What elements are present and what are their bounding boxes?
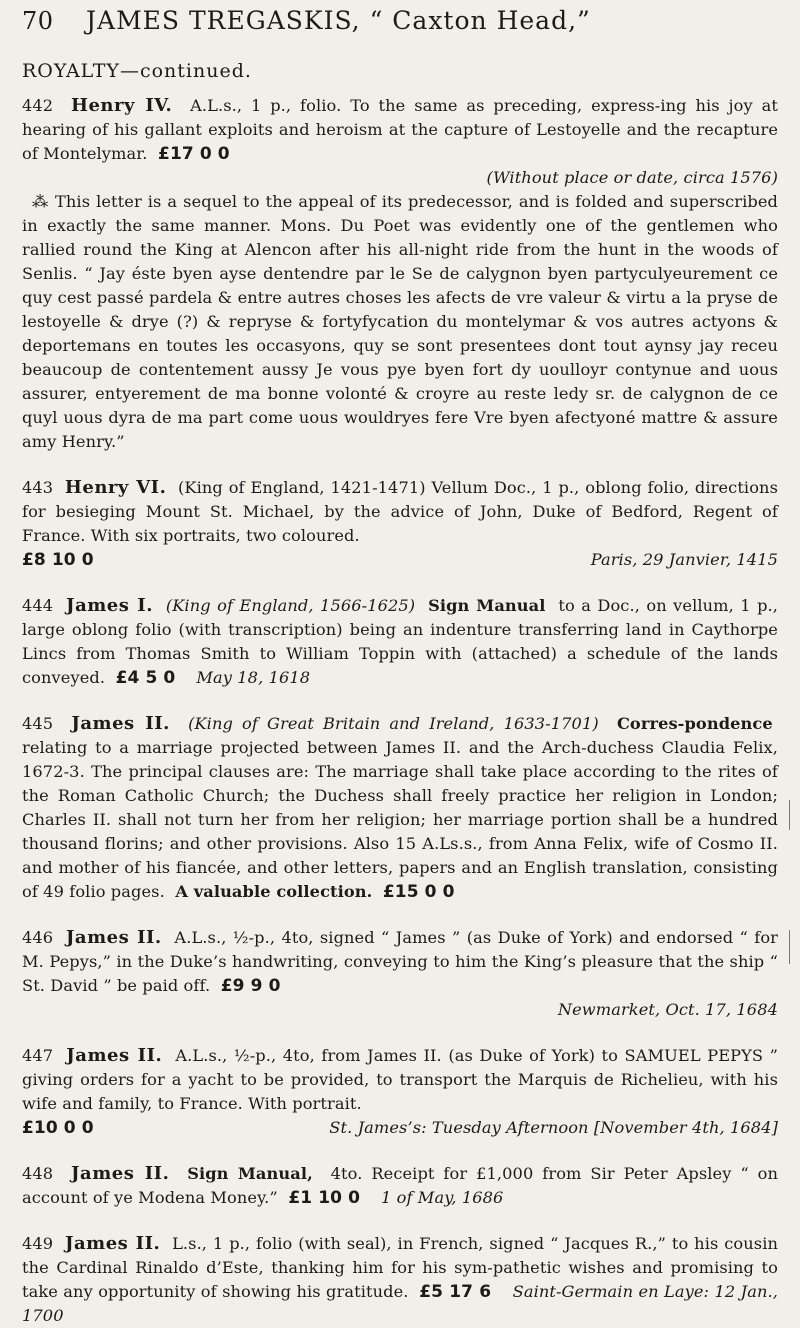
lot-description: A.L.s., 1 p., folio. To the same as preceding, express-ing his joy at hearing of his gallant exploits and heroism at the capture of Lestoyelle and the recapture of Montelymar. bbox=[22, 96, 778, 163]
lot-448 bbox=[22, 1162, 778, 1210]
section-heading: ROYALTY—continued. bbox=[22, 60, 252, 82]
lot-date: St. James’s: Tuesday Afternoon [November 4th, 1684] bbox=[329, 1118, 778, 1137]
running-head bbox=[22, 6, 778, 40]
lot-number: 445 bbox=[22, 714, 54, 733]
lot-description: (King of England, 1421-1471) Vellum Doc., 1 p., oblong folio, directions for besieging Mount St. Michael, by the advice of John, Duke of Bedford, Regent of France. With six portraits, two coloured. bbox=[22, 478, 778, 545]
lot-number: 442 bbox=[22, 96, 54, 115]
lot-date: Newmarket, Oct. 17, 1684 bbox=[557, 1000, 778, 1019]
lot-number: 443 bbox=[22, 478, 54, 497]
lot-name: Henry IV. bbox=[70, 95, 173, 116]
lot-447 bbox=[22, 1044, 778, 1140]
lot-highlight: Corres-pondence bbox=[616, 714, 773, 733]
lot-date: 1 of May, 1686 bbox=[380, 1188, 504, 1207]
lot-note: ⁂ This letter is a sequel to the appeal of its predecessor, and is folded and superscribed in exactly the same manner. Mons. Du Poet was evidently one of the gentlemen who rallied round the King at Alencon after his all-night ride from the hunt in the woods of Senlis. “ Jay éste byen ayse dentendre par le Se de calygnon byen partyculyeurement ce quy cest passé pardela & entre autres choses les afects de vre valeur & virtu a la pryse de lestoyelle & drye (?) & repryse & fortyfycation du montelymar & vos autres actyons & deportemans en toutes les occasyons, quy se sont presentees dont tout aynsy jay receu beaucoup de contentement aussy Je vous pye byen fort dy uoulloyr contynue and uous assurer, entyerement de ma bonne volonté & croyre au reste ledy sr. de calygnon de ce quyl uous dyra de ma part come uous wouldryes fere Vre byen afectyoné mattre & assure amy Henry.” bbox=[22, 192, 778, 451]
margin-mark bbox=[789, 930, 790, 964]
margin-mark bbox=[789, 800, 790, 830]
lot-description: 4to. Receipt for £1,000 from Sir Peter Apsley “ on account of ye Modena Money.” bbox=[22, 1164, 778, 1207]
lot-446 bbox=[22, 926, 778, 1022]
lot-highlight: Sign Manual bbox=[428, 596, 546, 615]
lot-name: James II. bbox=[71, 713, 170, 734]
lot-price: £1 10 0 bbox=[288, 1188, 360, 1208]
lot-444 bbox=[22, 594, 778, 690]
lot-442 bbox=[22, 94, 778, 454]
lot-449 bbox=[22, 1232, 778, 1328]
lot-name: James II. bbox=[65, 927, 162, 948]
lot-reign: (King of England, 1566-1625) bbox=[165, 596, 416, 615]
lot-name: Henry VI. bbox=[64, 477, 167, 498]
lot-name: James II. bbox=[66, 1045, 163, 1066]
page-number: 70 bbox=[22, 7, 54, 35]
lot-name: James I. bbox=[66, 595, 153, 616]
lot-number: 444 bbox=[22, 596, 54, 615]
running-title: JAMES TREGASKIS, “ Caxton Head,” bbox=[86, 6, 591, 35]
lot-date: Saint-Germain en Laye: 12 Jan., 1700 bbox=[22, 1282, 778, 1325]
lot-highlight: Sign Manual, bbox=[187, 1164, 313, 1183]
lot-price: £9 9 0 bbox=[220, 976, 281, 996]
lot-number: 448 bbox=[22, 1164, 54, 1183]
lot-date: (Without place or date, circa 1576) bbox=[486, 168, 778, 187]
lot-number: 449 bbox=[22, 1234, 54, 1253]
lot-description: L.s., 1 p., folio (with seal), in French, signed “ Jacques R.,” to his cousin the Cardinal Rinaldo d’Este, thanking him for his sym-pathetic wishes and promising to take any opportunity of showing his gratitude. bbox=[22, 1234, 779, 1301]
lot-price-line bbox=[22, 1116, 778, 1140]
lot-price: £8 10 0 bbox=[22, 550, 94, 570]
lot-443 bbox=[22, 476, 778, 572]
lot-price-line bbox=[22, 548, 778, 572]
lot-description: A.L.s., ½-p., 4to, signed “ James ” (as Duke of York) and endorsed “ for M. Pepys,” in the Duke’s handwriting, conveying to him the King’s pleasure that the ship “ St. David ” be paid off. bbox=[22, 928, 779, 995]
lot-description: relating to a marriage projected between James II. and the Arch-duchess Claudia Felix, 1672-3. The principal clauses are: The marriage shall take place according to the rites of the Roman Catholic Church; the Duchess shall freely practice her religion in London; Charles II. shall not turn her from her religion; her marriage portion shall be a hundred thousand florins; and other provisions. Also 15 A.Ls.s., from Anna Felix, wife of Cosmo II. and mother of his fiancée, and other letters, papers and an English translation, consisting of 49 folio pages. bbox=[22, 738, 778, 901]
lot-name: James II. bbox=[64, 1233, 161, 1254]
lot-price: £17 0 0 bbox=[158, 144, 230, 164]
lot-date: May 18, 1618 bbox=[196, 668, 311, 687]
lot-date: Paris, 29 Janvier, 1415 bbox=[590, 550, 778, 569]
lot-price: £5 17 6 bbox=[419, 1282, 492, 1302]
lot-description: to a Doc., on vellum, 1 p., large oblong folio (with transcription) being an indenture transferring land in Caythorpe Lincs from Thomas Smith to William Toppin with (attached) a schedule of the lands conveyed. bbox=[22, 596, 779, 687]
lot-445 bbox=[22, 712, 778, 904]
lot-price: £4 5 0 bbox=[115, 668, 176, 688]
lot-reign: (King of Great Britain and Ireland, 1633-1701) bbox=[188, 714, 599, 733]
lot-number: 447 bbox=[22, 1046, 54, 1065]
lot-description: A.L.s., ½-p., 4to, from James II. (as Duke of York) to SAMUEL PEPYS ” giving orders for a yacht to be provided, to transport the Marquis de Richelieu, with his wife and family, to France. With portrait. bbox=[22, 1046, 779, 1113]
lot-price: £10 0 0 bbox=[22, 1118, 94, 1138]
lot-remark: A valuable collection. bbox=[175, 882, 373, 901]
lot-price: £15 0 0 bbox=[382, 882, 455, 902]
lot-number: 446 bbox=[22, 928, 54, 947]
lot-name: James II. bbox=[71, 1163, 170, 1184]
